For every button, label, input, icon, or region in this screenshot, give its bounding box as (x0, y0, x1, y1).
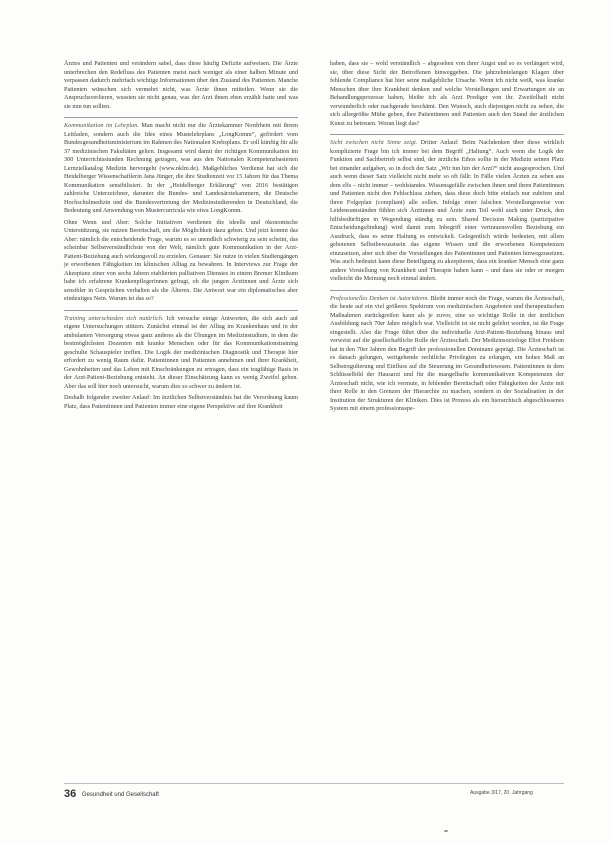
left-paragraph-3: Ohne Wenn und Aber: Solche Initiativen verdienen die ideelle und ökonomische Unterstützung, sie nutzen Bereitschaft, um die Möglichkeit dazu geben. Und jetzt kommt das Aber: nämlich die entscheidende Frage, warum es so unendlich schwierig zu sein scheint, das scheinbar Selbstverständlichste von der Welt, nämlich gute Kommunikation in der Arzt-Patient-Beziehung auch wirkungsvoll zu erzielen. Genauer: Sie nutze in vielen Studiengängen je erworbenen Fähigkeiten im klinischen Alltag zu bewahren. In Interviews zur Frage der Akzeptanz einer von sechs Jahren etablierten palliativen Dienstes in einem Bremer Klinikum habe ich erfahrene Krankenpflegerinnen gefragt, ob die jungen Ärztinnen und Ärzte sich sensibler in Gesprächen verhalten als die Älteren. Die Antwort war ein diplomatisches aber eindeutiges Nein. Warum ist das so? (64, 218, 298, 302)
left-paragraph-1: Ärztes und Patienten und verändern sabel, dass diese häufig Defizite aufweisen. Die Ärzte unterbrechen den Redefluss des Patienten meist nach weniger als einer halben Minute und verpassen dadurch mehrfach wichtige Informationen über den Zustand des Patienten. Manche Patienten wünschen sich vermehrt nicht, was Ärzte ihnen mitteilen. Wenn sie die Anspruchsverlieren, wussten sie nicht genau, was der Arzt ihnen eben erzählt hatte und was sie nun tun sollten. (64, 60, 298, 110)
right-paragraph-2 (330, 139, 564, 284)
subheading: Training unterschieden sich natürlich. (64, 314, 164, 322)
section-divider (330, 290, 564, 291)
subheading: Professionelles Denken ist Autoritärem. (330, 294, 429, 302)
paragraph-text: Dritter Anlauf: Beim Nachdenken über diese wirklich komplizierte Frage bin ich immer bei dem Begriff „Haltung“. Auch wenn die Logik der Funktion und Sachbetrieb selbst sind, der ärztliche Ethos sollte in der Medizin seinen Platz bei einander aufgaben, so in doch der Satz „Wir tun hin der Arzt?“ nicht ausgesprochen. Und auch wenn dieser Satz vielleicht nicht mehr so oft fällt: In Fälle vielen Ärzten zu sehen aus dem elfs – nicht immer – wohlstandes. Wissensgefälle zwischen ihnen und ihren Patientinnen und Patienten nicht den Fehlschluss ziehen, dass diese doch bitte einfach nur zuhören und ihren Folgeplan (compliant) alle sollen. Infolge einer falschen Vorstellungsweise von Leidensumständen fühlen sich Ärztinnen und Ärzte zum Teil wohl auch unter Druck, den hilfsbedürftigen in Wegendung ständig zu sein. Shared Decision Making (partizipative Entscheidungsfindung) wird damit zum Inbegriff einer vertrauensvollen Beziehung ein Ausdruck, dass es seine Haltung es entwickelt. Gelegentlich würde bedeuten, mit allem gebotenen Selbstbewusstsein das eigene Wissen und die erworbenen Kompetenzen einzusetzen, aber sich über die Vorstellungen des Patientinnen und Patienten hinwegzusetzen. Was auch bedeutet kann diese Beteiligung zu akzeptieren, dass ein kranker Mensch eine ganz andere Vorstellung von Krankheit und Therapie haben kann – und dass sie oder er morgen vielleicht die Meinung noch einmal ändert. (330, 139, 564, 282)
footer-rule (64, 783, 564, 784)
section-divider (330, 134, 564, 135)
scan-mark (444, 830, 448, 832)
paragraph-text: Bleibt immer noch die Frage, warum die Ärzteschaft, die heute auf ein viel größeres Spektrum von medizinischen Angeboten und therapeutischen Maßnahmen zurückgreifen kann als je zuvor, eine so wichtige Rolle in der ärztlichen Ausbildung nach 70er Jahre möglich war. Vielleicht ist sie nicht gelehrt worden, ist die Frage eingestellt. Also die Frage führt über die individuelle Arzt-Patient-Beziehung hinaus und verweist auf die gesellschaftliche Rolle der Ärzteschaft. Der Medizinsoziologe Eliot Freidson hat in den 70er Jahren den Begriff der professionellen Dominanz geprägt. Die Ärzteschaft ist es danach gelungen, weitgehende rechtliche Privilegien zu erlangen, ein hohes Maß an Selbstregulierung und Einfluss auf die Steuerung im Gesundheitswesen. Patientinnen in dem Schlüsselbild der Hausarzt und für die mangelhafte kommunikativen Kompetenzen der Ärzteschaft nicht, wie ich vermute, in fehlender Bereitschaft oder Fähigkeiten der Ärzte mit ihrer Rolle in den Grenzen der Hierarchie zu machen, sondern in der Sozialisation in der Institution der Strukturen der Kliniken. Dies ist Prozess als ein hierarchisch abgeschlossenes System mit einem professionsspe- (330, 294, 564, 412)
section-divider (64, 310, 298, 311)
left-column (64, 60, 298, 414)
page-number: 36 (64, 788, 77, 800)
right-column (330, 60, 564, 417)
paragraph-text: Ich versuche einige Antworten, die sich auch auf eigene Untersuchungen stützen. Zunächst einmal ist der Alltag im Krankenhaus und in der ambulanten Versorgung etwas ganz anderes als die Übungen im Medizinstudium, in dem die bestmöglichsten Dozenten mit kranke Menschen oder für das Kommunikationstraining geschulte Schauspieler treffen. Die Logik der medizinischen Diagnostik und Therapie hier erfordert zu wenig Raum dafür. Patientinnen und Patienten annehmen und ihrer Krankheit, Gewohnheiten und das Leben mit Einschränkungen zu ertragen, dass ein tragfähige Basis in der Arzt-Patient-Beziehung entsteht. An dieser Einschätzung kann es wenig Zweifel geben. Aber das soll hier noch untersucht, warum dies so schwer zu ändern ist. (64, 314, 298, 390)
right-paragraph-1: haben, dass sie – wohl verständlich – abgesehen von ihrer Angst und so es verlängert wird, sie, über diese Sicht der Betroffenen hinweggeben. Die jahrzehntelangen Klagen über fehlende Compliance hat hier seine maßgebliche Ursache. Wenn ich nicht weiß, was kranke Menschen über ihre Krankheit denken und welche Vorstellungen und Erwartungen sie an Behandlungsprozesse haben, bleibe ich als Arzt Prediger von ihr. Zweifelhaft nicht verwunderlich oder nachgerade beschämt. Den Wunsch, auch diejenigen nicht zu sehen, die sich allergrößte Mühe geben, ihre Patientinnen und Patienten auch den Stand der ärztlichen Kunst zu betreuen. Woran liegt das? (330, 60, 564, 127)
section-name: Gesundheit und Gesellschaft (81, 792, 159, 798)
issue-info: Ausgabe 3/17, 20. Jahrgang (470, 790, 533, 796)
page-footer (64, 788, 159, 800)
section-divider (64, 117, 298, 118)
left-paragraph-5: Deshalb folgender zweiter Anlauf: Im ärztlichen Selbstverständnis hat die Verordnung kaum Platz, dass Patientinnen und Patienten immer eine eigene Perspektive auf ihre Krankheit (64, 394, 298, 410)
subheading: Kommunikation im Lehrplan. (64, 122, 139, 129)
left-paragraph-2 (64, 122, 298, 216)
paragraph-text: Man macht nicht nur die Ärztekammer Nordrhein mit ihrem Leitfaden, sondern auch die Idee eines Mustelehrplans „LongKomm“, gefördert vom Bundesgesundheitsministerium im Rahmen des Nationalen Krebsplans. Er soll künftig für alle 37 medizinischen Fakultäten gelten. Insgesamt wird damit der richtigen Kommunikation im 300 Unterrichtsstunden Rechnung getragen, was aus den Nationalen Kompetenzbasierten Lernzielkatalog Medizin hervorgeht (www.nklm.de). Maßgebliches Verdienst hat sich die Heidelberger Wissenschaftlerin Jana Jünger, die ihre Studienzeit vor 15 Jahren für das Thema Kommunikation sensibilisiert. In der „Heidelberger Erklärung“ von 2016 bestätigen zahlreiche Unterzeichner, darunter die Bundes- und Landesärztekammern, die Deutsche Hochschulmedizin und die Bundesvertretung der Medizinstudierenden in Deutschland, die Bedeutung und Anwendung von Mustercurricula wie etwa LongKomm. (64, 122, 298, 214)
right-paragraph-3 (330, 295, 564, 414)
subheading: Sicht zwischen nicht Sinne zeigt. (330, 139, 418, 146)
left-paragraph-4 (64, 315, 298, 392)
